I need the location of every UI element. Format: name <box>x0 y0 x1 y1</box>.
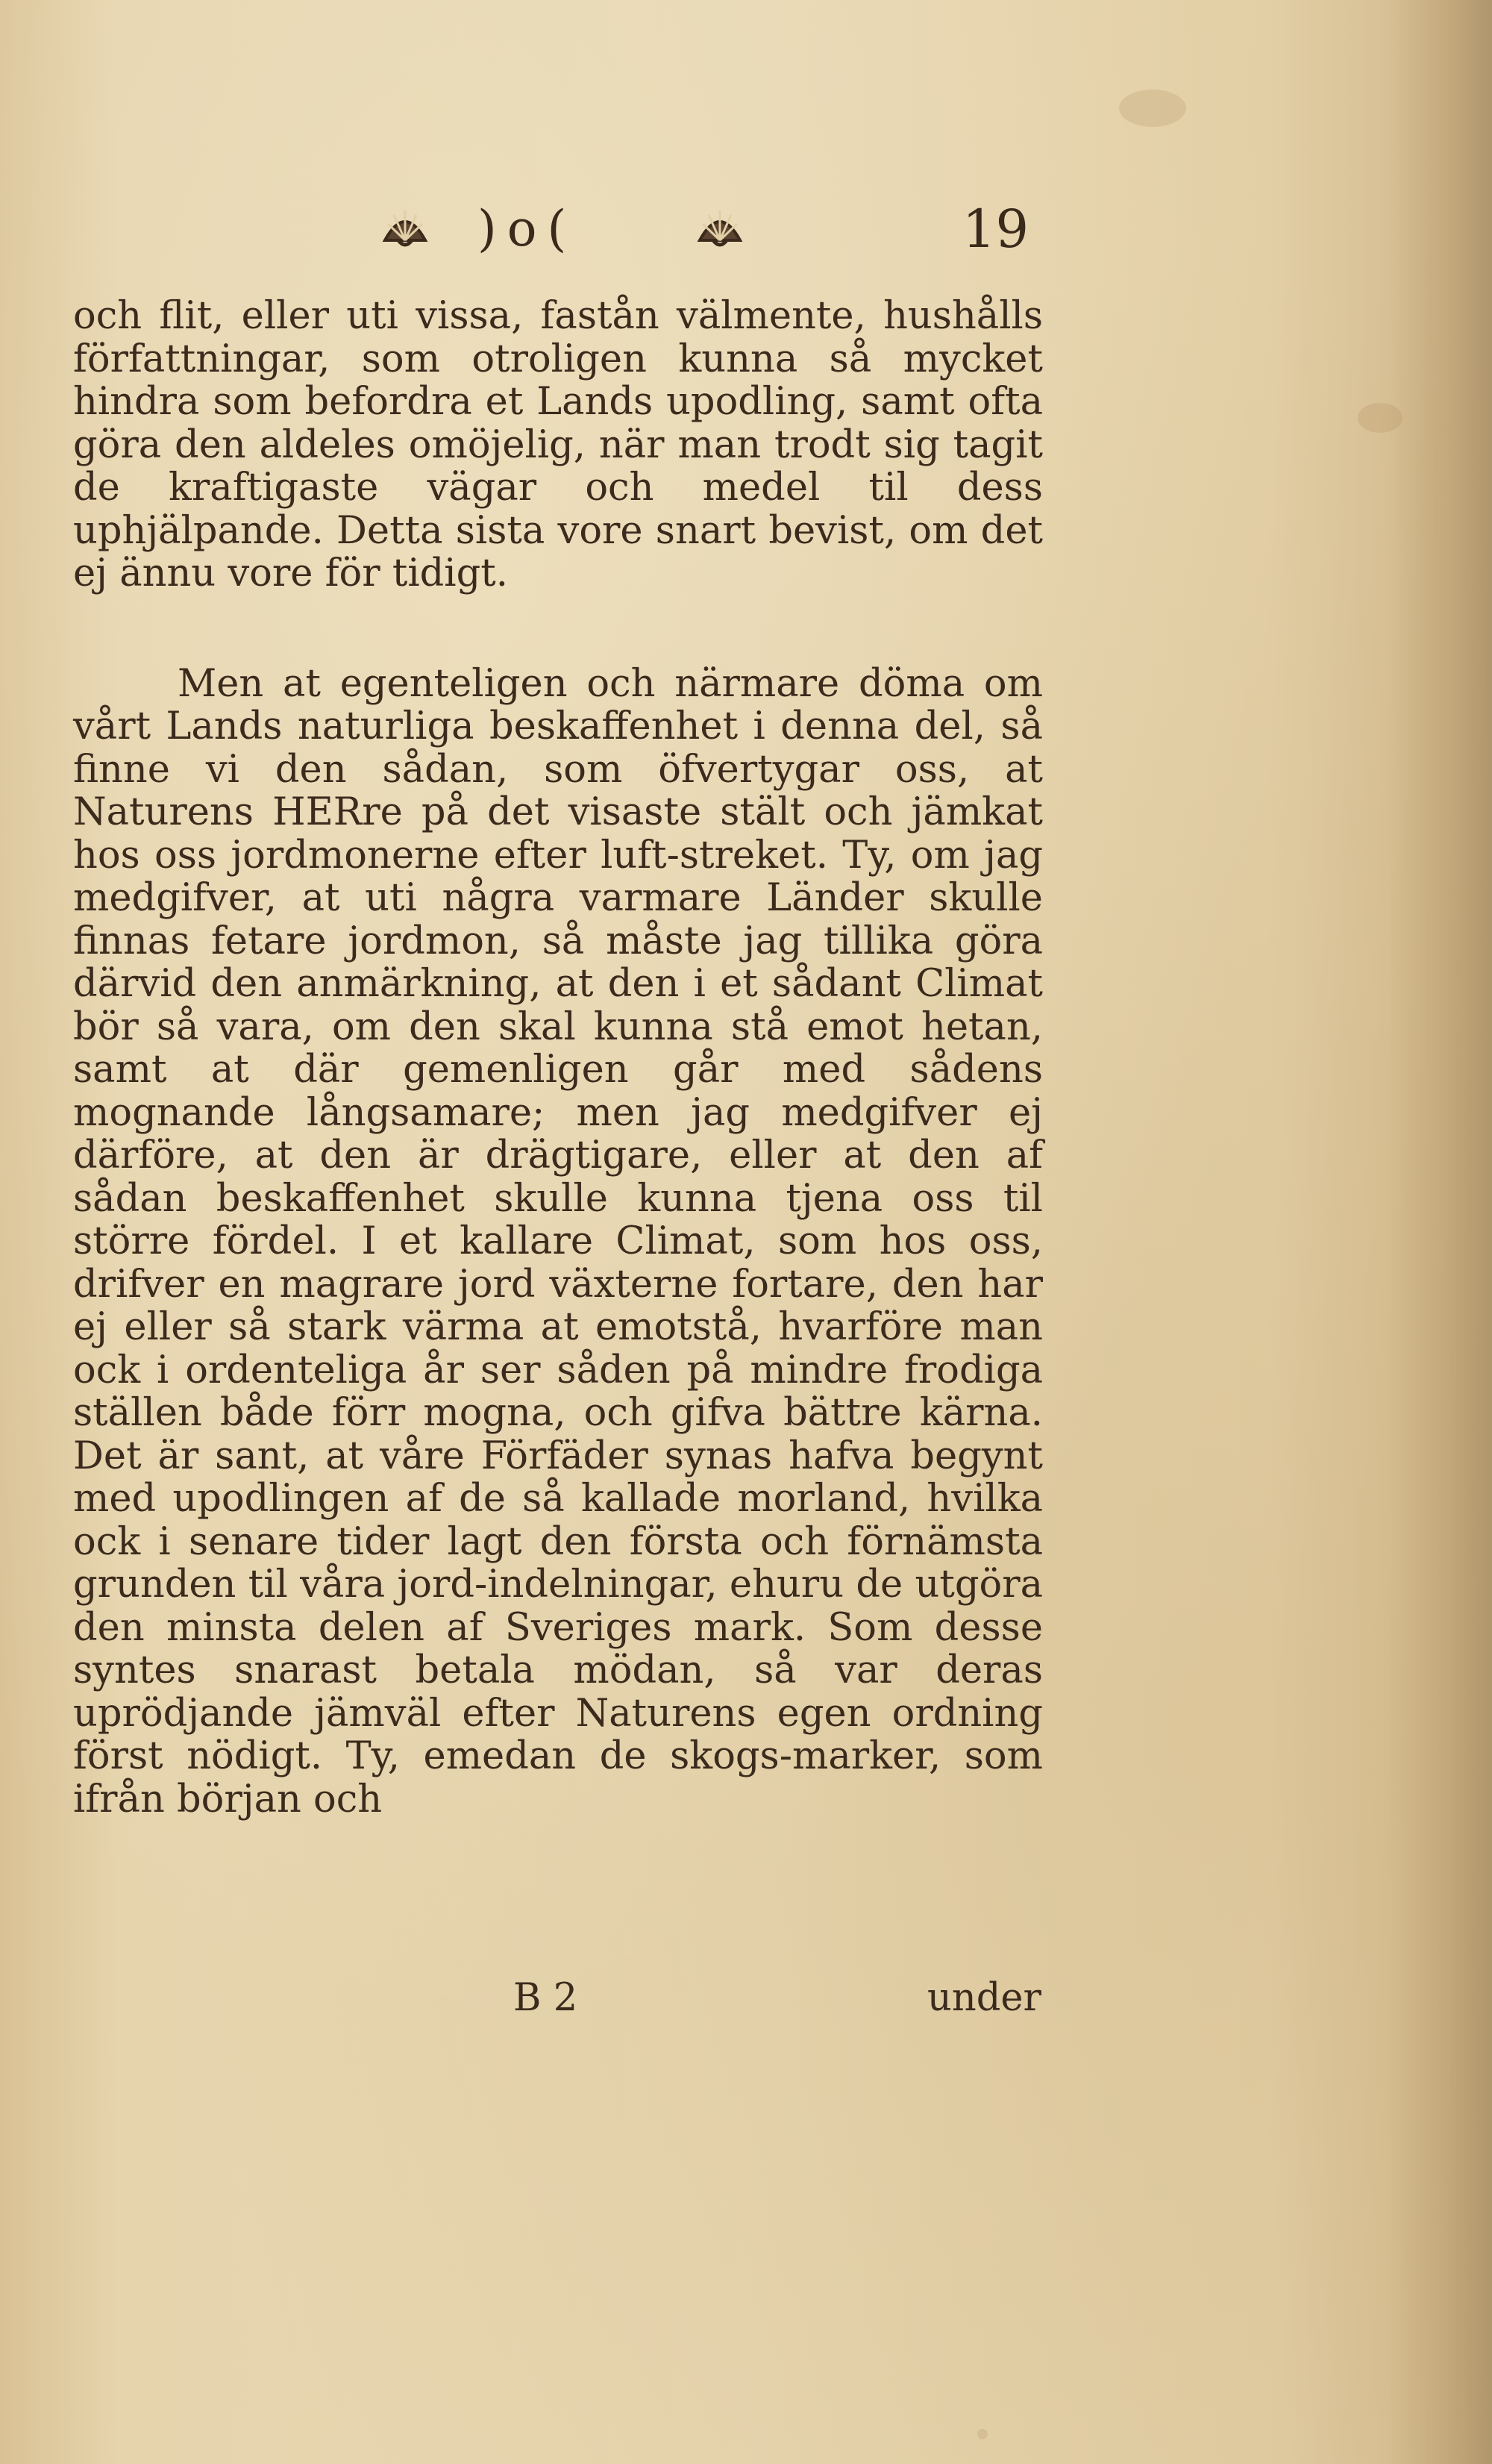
catchword: under <box>927 1976 1041 2020</box>
paper-stain <box>1358 403 1402 433</box>
paragraph: Men at egenteligen och närmare döma om vårt Lands naturliga beskaffenhet i denna del, så finne vi den sådan, som öfvertygar oss, at Naturens HERre på det visaste stält och jämkat hos oss jordmonerne efter luft-streket. Ty, om jag medgifver, at uti några varmare Länder skulle finnas fetare jordmon, så måste jag tillika göra därvid den anmärkning, at den i et sådant Climat bör så vara, om den skal kunna stå emot hetan, samt at där gemenligen går med sådens mognande långsamare; men jag medgifver ej därföre, at den är drägtigare, eller at den af sådan beskaffenhet skulle kunna tjena oss til större fördel. I et kallare Climat, som hos oss, drifver en magrare jord växterne fortare, den har ej eller så stark värma at emotstå, hvarföre man ock i ordenteliga år ser såden på mindre frodiga ställen både förr mogna, och gifva bättre kärna. Det är sant, at våre Förfäder synas hafva begynt med upodlingen af de så kallade morland, hvilka ock i senare tider lagt den första och förnämsta grunden til våra jord-indelningar, ehuru de utgöra den minsta delen af Sveriges mark. Som desse syntes snarast betala mödan, så var deras uprödjande jämväl efter Naturens egen ordning först nödigt. Ty, emedan de skogs-marker, som ifrån början och <box>73 661 1043 1822</box>
page-header <box>366 196 1052 263</box>
page-number: 19 <box>962 198 1029 260</box>
page-footer <box>73 1976 1043 2028</box>
paper-stain <box>977 2429 988 2439</box>
signature-mark: B 2 <box>513 1976 578 2020</box>
paragraph: och flit, eller uti vissa, fastån välmente, hushålls författningar, som otroligen kunna så mycket hindra som befordra et Lands upodling, samt ofta göra den aldeles omöjelig, när man trodt sig tagit de kraftigaste vägar och medel til dess uphjälpande. Detta sista vore snart bevist, om det ej ännu vore för tidigt. <box>73 294 1043 595</box>
body-text <box>73 295 1043 1821</box>
shell-ornament-icon <box>694 201 746 254</box>
running-head: )o( <box>477 200 577 257</box>
shell-ornament-icon <box>379 201 431 254</box>
spine-shadow <box>1388 0 1492 2464</box>
paper-stain <box>1119 90 1186 127</box>
